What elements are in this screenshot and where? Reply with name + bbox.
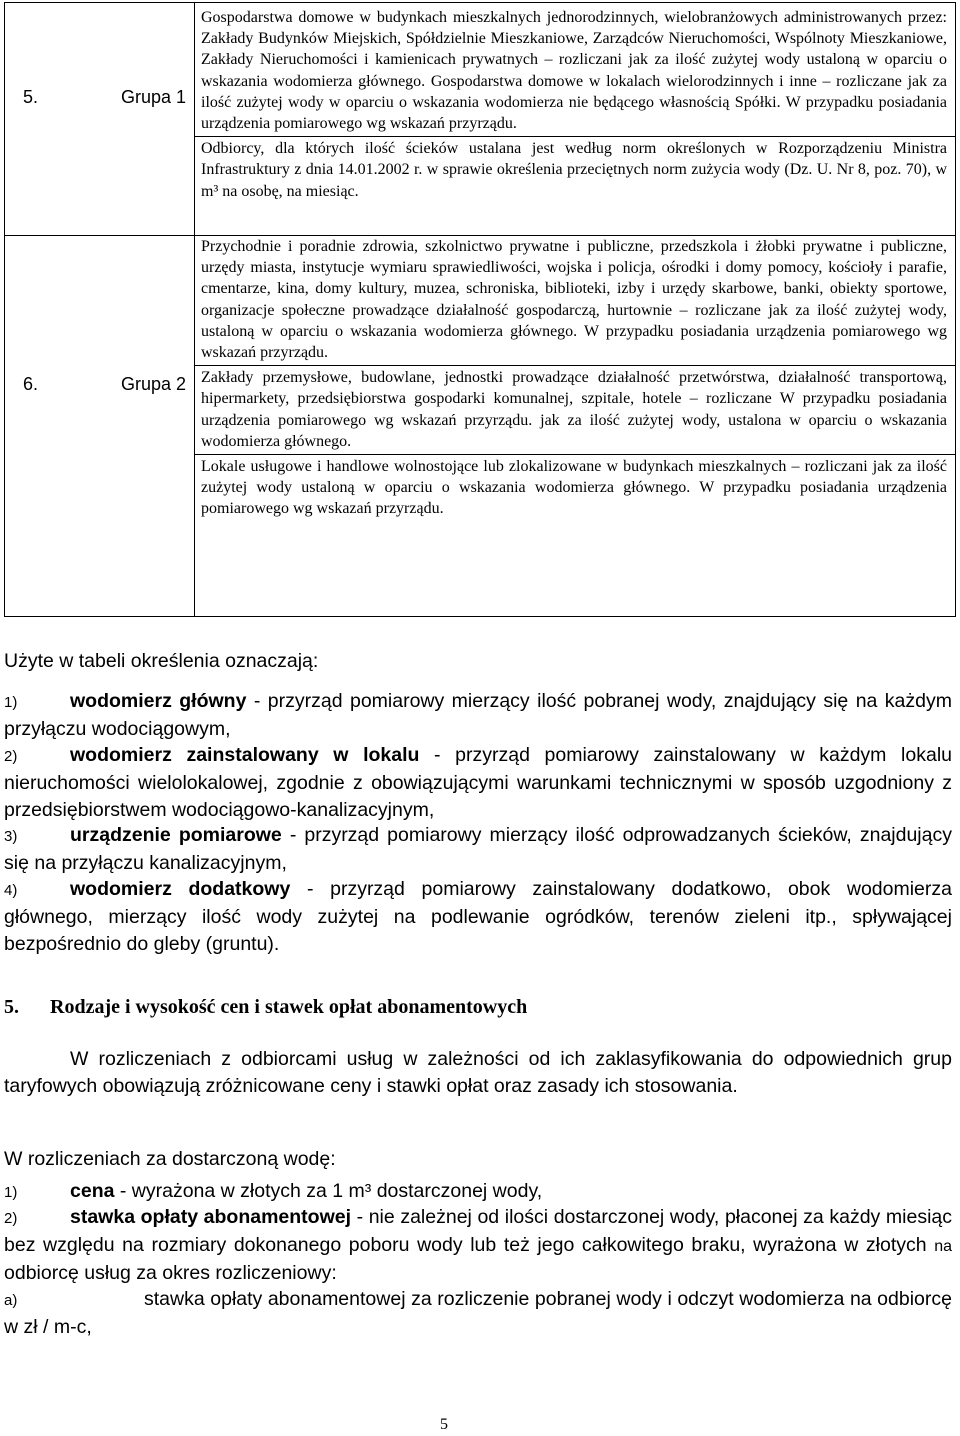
definition-item: 1) wodomierz główny - przyrząd pomiarowy mierzący ilość pobranej wody, znajdujący się na każdym przyłączu wodociągowym, bbox=[4, 690, 952, 740]
group-cell bbox=[5, 236, 195, 617]
definition-term: wodomierz dodatkowy bbox=[70, 878, 291, 900]
subscription-fee-item: 2) stawka opłaty abonamentowej - nie zależnej od ilości dostarczonej wody, płaconej za każdy miesiąc bez względu na rozmiary dokonanego poboru wody lub też jego całkowitego braku, wyrażona w złotych na odbiorcę usług za okres rozliczeniowy: bbox=[4, 1206, 953, 1284]
definition-item: 2) wodomierz zainstalowany w lokalu - przyrząd pomiarowy zainstalowany w każdym lokalu nieruchomości wielolokalowej, zgodnie z obowiązującymi warunkami technicznymi w sposób uzgodniony z przedsiębiorstwem wodociągowo-kanalizacyjnym, bbox=[4, 744, 952, 821]
description-cell bbox=[195, 236, 956, 617]
tariff-groups-table bbox=[4, 2, 956, 617]
section-heading: 5. Rodzaje i wysokość cen i stawek opłat abonamentowych bbox=[4, 996, 528, 1018]
description-cell bbox=[195, 3, 956, 236]
definition-item: 3) urządzenie pomiarowe - przyrząd pomiarowy mierzący ilość odprowadzanych ścieków, znajdujący się na przyłączu kanalizacyjnym, bbox=[4, 824, 952, 874]
description-paragraph: Gospodarstwa domowe w budynkach mieszkalnych jednorodzinnych, wielobranżowych administrowanych przez: Zakłady Budynków Miejskich, Spółdzielnie Mieszkaniowe, Zarządców Nieruchomości, Wspólnoty Mieszkaniowe, Zakłady Nieruchomości i kamienicach prywatnych – rozliczani jak za ilość zużytej wody ustaloną w oparciu o wskazania wodomierza głównego. Gospodarstwa domowe w lokalach wielorodzinnych i inne – rozliczane jak za ilość zużytej wody w oparciu o wskazania wodomierza nie będącego własnością Spółki. W przypadku posiadania urządzenia pomiarowego wg wskazań przyrządu. bbox=[201, 9, 947, 133]
water-intro: W rozliczeniach za dostarczoną wodę: bbox=[4, 1148, 336, 1170]
row-number: 6. bbox=[23, 374, 39, 394]
subscription-fee-term: stawka opłaty abonamentowej bbox=[70, 1206, 352, 1228]
price-item: 1) cena - wyrażona w złotych za 1 m³ dostarczonej wody, bbox=[4, 1180, 543, 1202]
definition-term: urządzenie pomiarowe bbox=[70, 824, 282, 846]
group-name: Grupa 2 bbox=[121, 374, 187, 394]
row-number: 5. bbox=[23, 87, 39, 107]
table-row bbox=[5, 236, 956, 617]
definition-term: wodomierz główny bbox=[70, 690, 247, 712]
section-paragraph: W rozliczeniach z odbiorcami usług w zależności od ich zaklasyfikowania do odpowiednich grup taryfowych obowiązują zróżnicowane ceny i stawki opłat oraz zasady ich stosowania. bbox=[4, 1048, 952, 1097]
definition-term: wodomierz zainstalowany w lokalu bbox=[70, 744, 420, 766]
definition-item: 4) wodomierz dodatkowy - przyrząd pomiarowy zainstalowany dodatkowo, obok wodomierza głównego, mierzący ilość wody zużytej na podlewanie ogródków, terenów zieleni itp., spływającej bezpośrednio do gleby (gruntu). bbox=[4, 878, 952, 955]
page-number: 5 bbox=[440, 1416, 448, 1433]
description-paragraph bbox=[195, 136, 955, 204]
subscription-fee-subitem: a) stawka opłaty abonamentowej za rozliczenie pobranej wody i odczyt wodomierza na odbiorcę w zł / m-c, bbox=[4, 1288, 952, 1338]
group-cell bbox=[5, 3, 195, 236]
price-term: cena bbox=[70, 1180, 115, 1202]
description-paragraph: Przychodnie i poradnie zdrowia, szkolnictwo prywatne i publiczne, przedszkola i żłobki prywatne i publiczne, urzędy miasta, instytucje wymiaru sprawiedliwości, wojska i policja, ośrodki i domy pomocy, kościoły i parafie, cmentarze, kina, domy kultury, muzea, schroniska, biblioteki, izby i urzędy skarbowe, banki, obiekty sportowe, organizacje społeczne prowadzące działalność gospodarczą, hurtownie – rozliczane jak za ilość zużytej wody, ustaloną w oparciu o wskazania wodomierza głównego. W przypadku posiadania urządzenia pomiarowego wg wskazań przyrządu. bbox=[201, 238, 947, 362]
group-name: Grupa 1 bbox=[121, 87, 187, 107]
description-paragraph: Zakłady przemysłowe, budowlane, jednostki prowadzące działalność przetwórstwa, działalność transportową, hipermarkety, przedsiębiorstwa gospodarki komunalnej, szpitale, hotele – rozliczane W przypadku posiadania urządzenia pomiarowego wg wskazań przyrządu. jak za ilość zużytej wody, ustalona w oparciu o wskazania wodomierza głównego. bbox=[195, 365, 955, 454]
norms-text: Odbiorcy, dla których ilość ścieków ustalana jest według norm określonych w Rozporządzeniu Ministra Infrastruktury z dnia 14.01.2002 r. w sprawie określenia przeciętnych norm zużycia wody (Dz. U. Nr 8, poz. 70), w m³ na osobę, na miesiąc. bbox=[201, 140, 947, 200]
definitions-intro: Użyte w tabeli określenia oznaczają: bbox=[4, 650, 319, 672]
table-row bbox=[5, 3, 956, 236]
description-paragraph: Lokale usługowe i handlowe wolnostojące lub zlokalizowane w budynkach mieszkalnych – rozliczani jak za ilość zużytej wody ustaloną w oparciu o wskazania wodomierza głównego. W przypadku posiadania urządzenia pomiarowego wg wskazań przyrządu. bbox=[195, 454, 955, 522]
